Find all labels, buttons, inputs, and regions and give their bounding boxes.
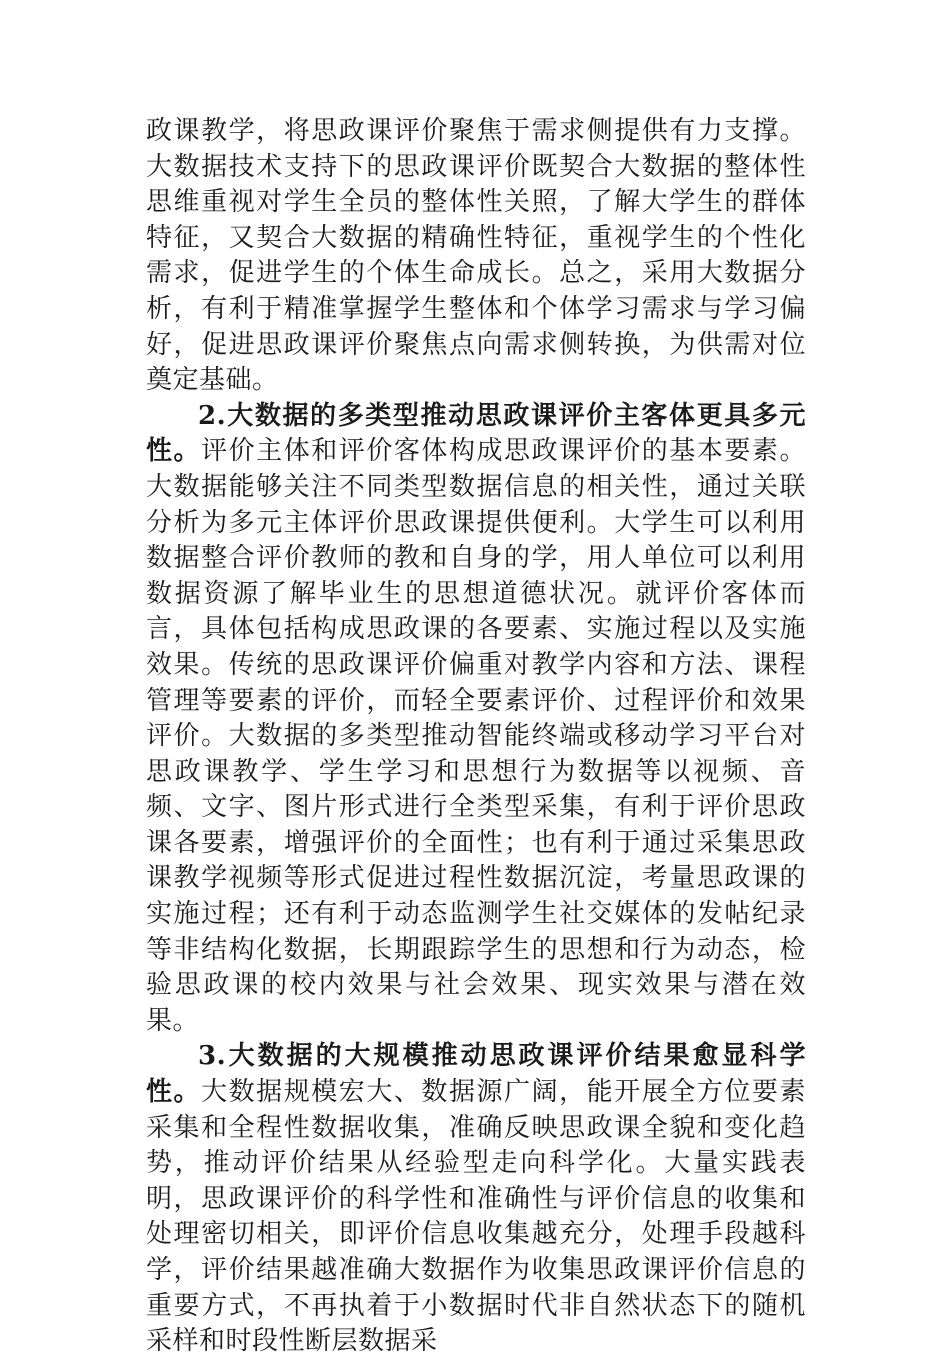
section-heading-3: 3.大数据的大规模推动思政课评价结果愈显科学性。 (146, 1041, 806, 1108)
paragraph-section-3 (146, 1039, 806, 1359)
paragraph-text: 政课教学，将思政课评价聚焦于需求侧提供有力支撑。大数据技术支持下的思政课评价既契合大数据的整体性思维重视对学生全员的整体性关照，了解大学生的群体特征，又契合大数据的精确性特征，重视学生的个性化需求，促进学生的个体生命成长。总之，采用大数据分析，有利于精准掌握学生整体和个体学习需求与学习偏好，促进思政课评价聚焦点向需求侧转换，为供需对位奠定基础。 (146, 116, 806, 396)
paragraph-section-2 (146, 399, 806, 1040)
paragraph-continuation (146, 114, 806, 399)
paragraph-text: 评价主体和评价客体构成思政课评价的基本要素。大数据能够关注不同类型数据信息的相关性，通过关联分析为多元主体评价思政课提供便利。大学生可以利用数据整合评价教师的教和自身的学，用人单位可以利用数据资源了解毕业生的思想道德状况。就评价客体而言，具体包括构成思政课的各要素、实施过程以及实施效果。传统的思政课评价偏重对教学内容和方法、课程管理等要素的评价，而轻全要素评价、过程评价和效果评价。大数据的多类型推动智能终端或移动学习平台对思政课教学、学生学习和思想行为数据等以视频、音频、文字、图片形式进行全类型采集，有利于评价思政课各要素，增强评价的全面性；也有利于通过采集思政课教学视频等形式促进过程性数据沉淀，考量思政课的实施过程；还有利于动态监测学生社交媒体的发帖纪录等非结构化数据，长期跟踪学生的思想和行为动态，检验思政课的校内效果与社会效果、现实效果与潜在效果。 (146, 436, 806, 1036)
document-page (146, 114, 806, 1360)
paragraph-text: 大数据规模宏大、数据源广阔，能开展全方位要素采集和全程性数据收集，准确反映思政课全貌和变化趋势，推动评价结果从经验型走向科学化。大量实践表明，思政课评价的科学性和准确性与评价信息的收集和处理密切相关，即评价信息收集越充分，处理手段越科学，评价结果越准确大数据作为收集思政课评价信息的重要方式，不再执着于小数据时代非自然状态下的随机采样和时段性断层数据采 (146, 1077, 806, 1357)
section-heading-2: 2.大数据的多类型推动思政课评价主客体更具多元性。 (146, 400, 806, 467)
